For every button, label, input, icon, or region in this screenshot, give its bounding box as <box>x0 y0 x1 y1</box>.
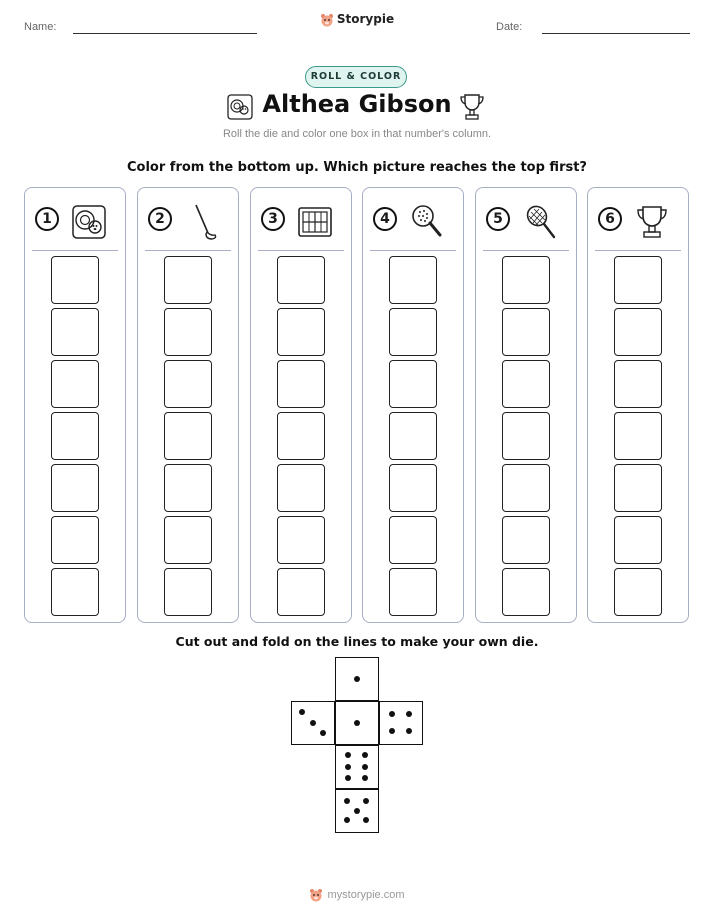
color-box[interactable] <box>502 568 550 616</box>
column-1 <box>24 187 126 623</box>
color-box[interactable] <box>51 360 99 408</box>
bear-icon <box>309 888 323 902</box>
name-line[interactable] <box>73 33 257 34</box>
die-face-1 <box>335 657 379 701</box>
color-box[interactable] <box>164 464 212 512</box>
color-box[interactable] <box>614 412 662 460</box>
column-divider <box>595 250 681 251</box>
color-box[interactable] <box>502 308 550 356</box>
column-number: 5 <box>486 207 510 231</box>
color-box[interactable] <box>502 412 550 460</box>
die-pip <box>363 817 369 823</box>
die-pip <box>362 752 368 758</box>
die-face-5 <box>335 789 379 833</box>
color-box[interactable] <box>614 568 662 616</box>
column-2 <box>137 187 239 623</box>
brand-name: Storypie <box>336 12 395 26</box>
footer-url[interactable]: mystorypie.com <box>327 888 405 901</box>
color-box[interactable] <box>389 360 437 408</box>
name-label: Name: <box>24 21 57 33</box>
color-box[interactable] <box>277 412 325 460</box>
column-6 <box>587 187 689 623</box>
color-box[interactable] <box>164 360 212 408</box>
die-pip <box>344 817 350 823</box>
die-pip <box>354 676 360 682</box>
color-box[interactable] <box>164 568 212 616</box>
die-pip <box>345 752 351 758</box>
date-label: Date: <box>496 21 523 33</box>
color-box[interactable] <box>614 360 662 408</box>
color-box[interactable] <box>51 568 99 616</box>
color-box[interactable] <box>614 516 662 564</box>
color-box[interactable] <box>51 256 99 304</box>
color-box[interactable] <box>614 256 662 304</box>
coloring-instruction: Color from the bottom up. Which picture reaches the top first? <box>127 160 587 175</box>
color-box[interactable] <box>164 256 212 304</box>
trophy-icon <box>458 92 486 122</box>
die-pip <box>345 764 351 770</box>
die-pip <box>299 709 305 715</box>
color-box[interactable] <box>502 360 550 408</box>
die-pip <box>363 798 369 804</box>
color-box[interactable] <box>51 412 99 460</box>
column-4 <box>362 187 464 623</box>
paddle-icon <box>407 202 447 242</box>
column-divider <box>32 250 118 251</box>
die-pip <box>354 720 360 726</box>
die-face-1 <box>335 701 379 745</box>
color-box[interactable] <box>164 308 212 356</box>
color-box[interactable] <box>502 516 550 564</box>
color-box[interactable] <box>389 568 437 616</box>
color-box[interactable] <box>502 256 550 304</box>
die-pip <box>310 720 316 726</box>
column-divider <box>370 250 456 251</box>
die-pip <box>389 711 395 717</box>
column-number: 6 <box>598 207 622 231</box>
color-box[interactable] <box>614 308 662 356</box>
golf-club-icon <box>182 202 222 242</box>
color-box[interactable] <box>614 464 662 512</box>
tennis-court-icon <box>295 202 335 242</box>
column-divider <box>483 250 569 251</box>
die-pip <box>344 798 350 804</box>
column-number: 1 <box>35 207 59 231</box>
die-pip <box>406 711 412 717</box>
die-face-6 <box>335 745 379 789</box>
die-pip <box>389 728 395 734</box>
die-pip <box>354 808 360 814</box>
color-box[interactable] <box>277 308 325 356</box>
color-box[interactable] <box>51 516 99 564</box>
column-number: 2 <box>148 207 172 231</box>
bear-icon <box>320 13 334 27</box>
column-5 <box>475 187 577 623</box>
die-pip <box>362 775 368 781</box>
die-instruction: Cut out and fold on the lines to make your own die. <box>175 634 539 649</box>
color-box[interactable] <box>389 464 437 512</box>
color-box[interactable] <box>277 464 325 512</box>
color-box[interactable] <box>389 308 437 356</box>
brand-logo <box>0 12 714 27</box>
page-title: Althea Gibson <box>262 90 452 118</box>
color-box[interactable] <box>389 256 437 304</box>
die-face-3 <box>291 701 335 745</box>
tennis-racket-icon <box>520 202 560 242</box>
roll-color-badge: ROLL & COLOR <box>305 66 407 88</box>
color-box[interactable] <box>277 256 325 304</box>
column-number: 3 <box>261 207 285 231</box>
color-box[interactable] <box>51 308 99 356</box>
color-box[interactable] <box>389 412 437 460</box>
color-box[interactable] <box>277 516 325 564</box>
die-face-4 <box>379 701 423 745</box>
column-3 <box>250 187 352 623</box>
page-subtitle: Roll the die and color one box in that number's column. <box>222 128 492 140</box>
column-divider <box>145 250 231 251</box>
color-box[interactable] <box>389 516 437 564</box>
color-box[interactable] <box>51 464 99 512</box>
die-pip <box>406 728 412 734</box>
color-box[interactable] <box>164 412 212 460</box>
puppy-icon <box>69 202 109 242</box>
die-pip <box>362 764 368 770</box>
die-pip <box>345 775 351 781</box>
trophy-icon <box>632 202 672 242</box>
color-box[interactable] <box>502 464 550 512</box>
column-number: 4 <box>373 207 397 231</box>
date-line[interactable] <box>542 33 690 34</box>
color-box[interactable] <box>164 516 212 564</box>
die-pip <box>320 730 326 736</box>
footer <box>0 888 714 902</box>
column-divider <box>258 250 344 251</box>
color-box[interactable] <box>277 568 325 616</box>
color-box[interactable] <box>277 360 325 408</box>
